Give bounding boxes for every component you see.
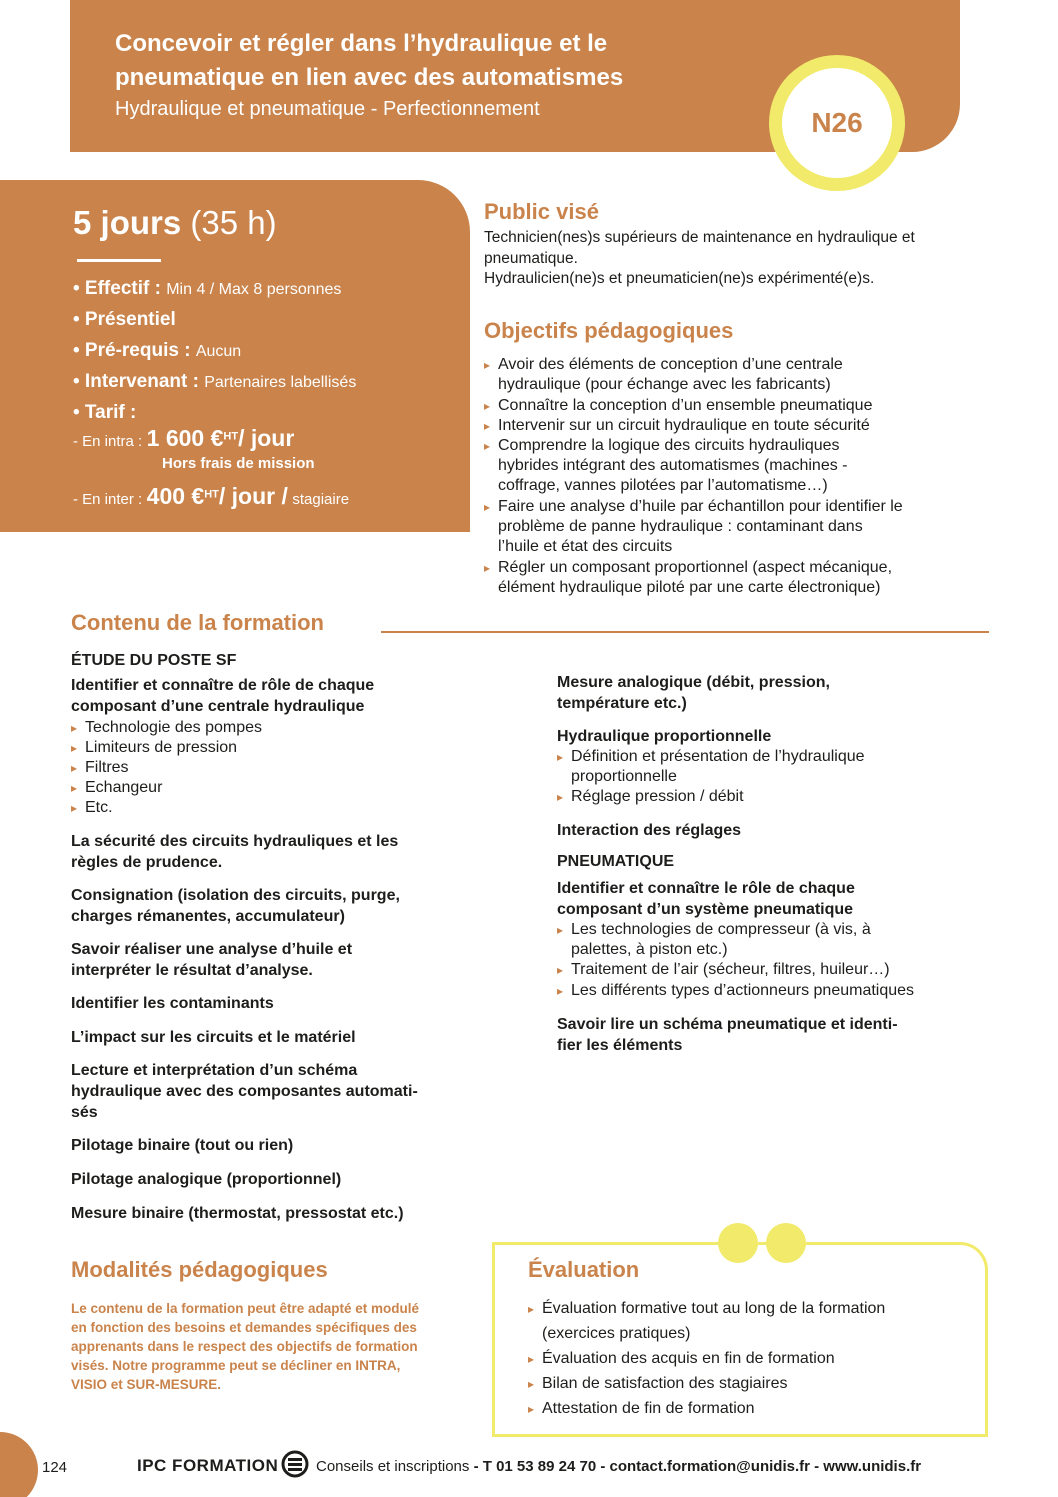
evaluation-item: ▸ Évaluation des acquis en fin de formation — [528, 1349, 835, 1369]
prerequis-label: • Pré-requis : — [73, 340, 191, 361]
list-item: ▸ Technologie des pompes — [71, 718, 262, 738]
footer-contact-details: - T 01 53 89 24 70 - contact.formation@unidis.fr - www.unidis.fr — [473, 1458, 922, 1475]
footer-conseils: Conseils et inscriptions — [316, 1458, 470, 1475]
objectif-line: ▸ Faire une analyse d’huile par échantillon pour identifier le — [498, 498, 903, 515]
intervenant-label: • Intervenant : — [73, 371, 199, 392]
intervenant-value: Partenaires labellisés — [204, 374, 357, 391]
intra-price: 1 600 € — [146, 425, 224, 451]
prerequis-value: Aucun — [195, 343, 242, 360]
effectif-label: • Effectif : — [73, 278, 161, 299]
list-item: ▸ Etc. — [71, 798, 113, 818]
brand-logo-icon — [280, 1449, 310, 1479]
identifier-pneumatique-line-1: Identifier et connaître le rôle de chaque — [557, 880, 855, 897]
course-code-badge — [769, 55, 905, 191]
objectif-line: coffrage, vannes pilotées par l’automatisme…) — [498, 477, 828, 494]
consignation-item — [71, 885, 400, 927]
course-code: N26 — [782, 68, 892, 178]
objectif-item — [484, 558, 892, 598]
modalites-line: en fonction des besoins et demandes spécifiques des — [71, 1320, 417, 1335]
objectif-line: ▸ Connaître la conception d’un ensemble pneumatique — [498, 397, 873, 414]
inter-price-row — [73, 483, 349, 510]
identifier-centrale-line-2: composant d’une centrale hydraulique — [71, 698, 365, 715]
objectif-line: ▸ Comprendre la logique des circuits hydrauliques — [498, 437, 840, 454]
analyse-item — [71, 939, 352, 981]
page-number-circle — [0, 1432, 38, 1497]
effectif-value: Min 4 / Max 8 personnes — [166, 281, 342, 298]
evaluation-line: ▸ Évaluation formative tout au long de la formation — [542, 1300, 886, 1317]
inter-ht: HT — [204, 488, 219, 501]
intra-per-day: / jour — [238, 425, 295, 451]
duration-underline — [77, 259, 161, 262]
public-line-1: Technicien(nes)s supérieurs de maintenance en hydraulique et — [484, 229, 915, 246]
securite-line-1: La sécurité des circuits hydrauliques et les — [71, 833, 399, 850]
modalites-text — [71, 1299, 461, 1394]
objectif-item — [484, 355, 843, 395]
objectif-item — [484, 396, 872, 416]
mesure-analogique-item — [557, 672, 830, 714]
lecture-item — [71, 1060, 418, 1123]
mesure-binaire-item: Mesure binaire (thermostat, pressostat etc.) — [71, 1205, 404, 1222]
intervenant-row — [73, 371, 356, 393]
intra-note-text: Hors frais de mission — [162, 455, 315, 472]
brand-name: IPC FORMATION — [137, 1456, 279, 1475]
list-item: ▸ Les différents types d’actionneurs pneumatiques — [557, 981, 914, 1001]
list-item — [557, 747, 865, 787]
list-item: ▸ Réglage pression / débit — [557, 787, 744, 807]
consignation-line-1: Consignation (isolation des circuits, purge, — [71, 887, 400, 904]
modalites-heading: Modalités pédagogiques — [71, 1257, 328, 1282]
list-item-line: palettes, à piston etc.) — [571, 941, 728, 958]
securite-item — [71, 831, 398, 873]
securite-line-2: règles de prudence. — [71, 854, 223, 871]
intra-price-row — [73, 425, 294, 452]
etude-heading: ÉTUDE DU POSTE SF — [71, 652, 237, 669]
public-text — [484, 228, 989, 290]
intra-note — [162, 455, 315, 473]
schema-item — [557, 1014, 898, 1056]
objectifs-heading: Objectifs pédagogiques — [484, 318, 734, 343]
public-heading: Public visé — [484, 199, 599, 224]
lecture-line-2: hydraulique avec des composantes automati- — [71, 1083, 418, 1100]
objectif-line: ▸ Régler un composant proportionnel (aspect mécanique, — [498, 559, 893, 576]
modalites-line: Le contenu de la formation peut être adapté et modulé — [71, 1301, 420, 1316]
tarif-row — [73, 402, 136, 424]
evaluation-item — [528, 1299, 885, 1344]
identifier-centrale — [71, 675, 374, 717]
presentiel-row — [73, 309, 176, 331]
contenu-heading: Contenu de la formation — [71, 610, 324, 635]
lecture-line-3: sés — [71, 1104, 98, 1121]
list-item: ▸ Echangeur — [71, 778, 162, 798]
objectif-item — [484, 497, 903, 557]
title-line-1: Concevoir et régler dans l’hydraulique et le — [115, 30, 608, 57]
evaluation-box-edge — [492, 1242, 495, 1437]
evaluation-item: ▸ Bilan de satisfaction des stagiaires — [528, 1374, 787, 1394]
identifier-pneumatique-line-2: composant d’un système pneumatique — [557, 901, 854, 918]
objectif-line: hydraulique (pour échange avec les fabricants) — [498, 376, 831, 393]
objectif-item — [484, 416, 870, 436]
contenu-divider — [381, 631, 989, 633]
page-title — [115, 27, 815, 95]
binaire-item: Pilotage binaire (tout ou rien) — [71, 1137, 294, 1154]
analyse-line-2: interpréter le résultat d’analyse. — [71, 962, 313, 979]
evaluation-item: ▸ Attestation de fin de formation — [528, 1399, 755, 1419]
evaluation-line: (exercices pratiques) — [542, 1325, 691, 1342]
modalites-line: VISIO et SUR-MESURE. — [71, 1377, 222, 1392]
inter-price: 400 € — [146, 483, 205, 509]
mesure-analogique-line-1: Mesure analogique (débit, pression, — [557, 674, 830, 691]
list-item: ▸ Traitement de l’air (sécheur, filtres, huileur…) — [557, 960, 890, 980]
schema-line-2: fier les éléments — [557, 1037, 683, 1054]
effectif-row — [73, 278, 341, 300]
pneumatique-heading: PNEUMATIQUE — [557, 853, 675, 870]
course-info-box — [0, 180, 470, 532]
duration-hours: (35 h) — [190, 204, 277, 241]
inter-per-trainee: stagiaire — [292, 491, 350, 508]
inter-per-day: / jour / — [218, 483, 288, 509]
list-item — [557, 920, 871, 960]
proportionnelle-heading: Hydraulique proportionnelle — [557, 728, 772, 745]
objectif-line: problème de panne hydraulique : contaminant dans — [498, 518, 863, 535]
inter-label: - En inter : — [73, 491, 143, 508]
schema-line-1: Savoir lire un schéma pneumatique et identi- — [557, 1016, 898, 1033]
interaction-item: Interaction des réglages — [557, 822, 742, 839]
modalites-line: visés. Notre programme peut se décliner en INTRA, — [71, 1358, 401, 1373]
page-number: 124 — [42, 1459, 68, 1476]
objectif-line: hybrides intégrant des automatismes (machines - — [498, 457, 848, 474]
page-subtitle: Hydraulique et pneumatique - Perfectionnement — [115, 98, 540, 120]
prerequis-row — [73, 340, 241, 362]
list-item-line: ▸ Les technologies de compresseur (à vis, à — [571, 921, 871, 938]
contaminants-item: Identifier les contaminants — [71, 995, 274, 1012]
impact-item: L’impact sur les circuits et le matériel — [71, 1029, 356, 1046]
identifier-pneumatique — [557, 878, 855, 920]
footer-contact — [316, 1458, 921, 1475]
intra-label: - En intra : — [73, 433, 143, 450]
objectif-line: élément hydraulique piloté par une carte électronique) — [498, 579, 881, 596]
presentiel-label: • Présentiel — [73, 309, 176, 330]
analyse-line-1: Savoir réaliser une analyse d’huile et — [71, 941, 353, 958]
list-item-line: ▸ Définition et présentation de l’hydraulique — [571, 748, 865, 765]
duration-days: 5 jours — [73, 204, 182, 241]
list-item: ▸ Limiteurs de pression — [71, 738, 237, 758]
list-item-line: proportionnelle — [571, 768, 677, 785]
objectif-line: l’huile et état des circuits — [498, 538, 673, 555]
mesure-analogique-line-2: température etc.) — [557, 695, 687, 712]
identifier-centrale-line-1: Identifier et connaître de rôle de chaque — [71, 677, 375, 694]
title-line-2: pneumatique en lien avec des automatismes — [115, 64, 624, 91]
list-item: ▸ Filtres — [71, 758, 129, 778]
analogique-item: Pilotage analogique (proportionnel) — [71, 1171, 342, 1188]
objectif-item — [484, 436, 848, 496]
duration — [73, 203, 277, 243]
intra-ht: HT — [223, 430, 239, 443]
modalites-line: apprenants dans le respect des objectifs de formation — [71, 1339, 418, 1354]
public-line-2: pneumatique. — [484, 249, 578, 267]
tarif-label: • Tarif : — [73, 402, 137, 423]
lecture-line-1: Lecture et interprétation d’un schéma — [71, 1062, 358, 1079]
evaluation-heading: Évaluation — [528, 1257, 640, 1282]
objectif-line: ▸ Intervenir sur un circuit hydraulique en toute sécurité — [498, 417, 870, 434]
consignation-line-2: charges rémanentes, accumulateur) — [71, 908, 345, 925]
public-line-3: Hydraulicien(ne)s et pneumaticien(ne)s expérimenté(e)s. — [484, 270, 875, 287]
objectif-line: ▸ Avoir des éléments de conception d’une centrale — [498, 356, 843, 373]
